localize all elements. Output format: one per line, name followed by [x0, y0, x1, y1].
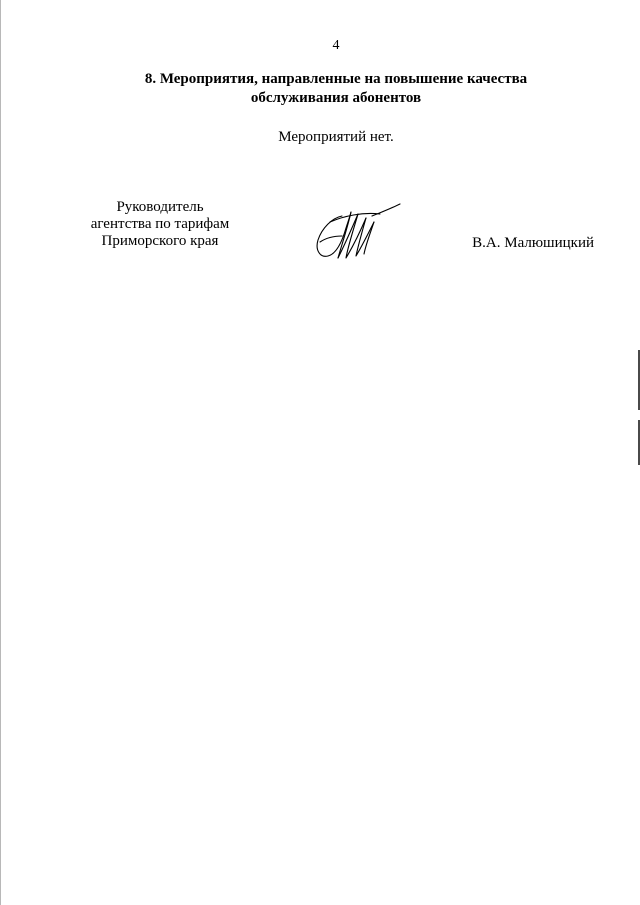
- scan-edge-left: [0, 0, 1, 905]
- signer-position-line-2: агентства по тарифам: [90, 216, 230, 232]
- handwritten-signature-icon: [308, 198, 408, 266]
- signer-position-line-3: Приморского края: [101, 233, 219, 249]
- body-text: Мероприятий нет.: [278, 129, 394, 145]
- page-number: 4: [332, 38, 340, 53]
- signer-position: [70, 199, 250, 250]
- signer-position-line-1: Руководитель: [116, 199, 204, 215]
- signer-name: В.А. Малюшицкий: [472, 235, 594, 251]
- section-title-line-1: 8. Мероприятия, направленные на повышение качества: [144, 71, 528, 87]
- section-title: [100, 70, 572, 108]
- section-title-line-2: обслуживания абонентов: [250, 90, 422, 106]
